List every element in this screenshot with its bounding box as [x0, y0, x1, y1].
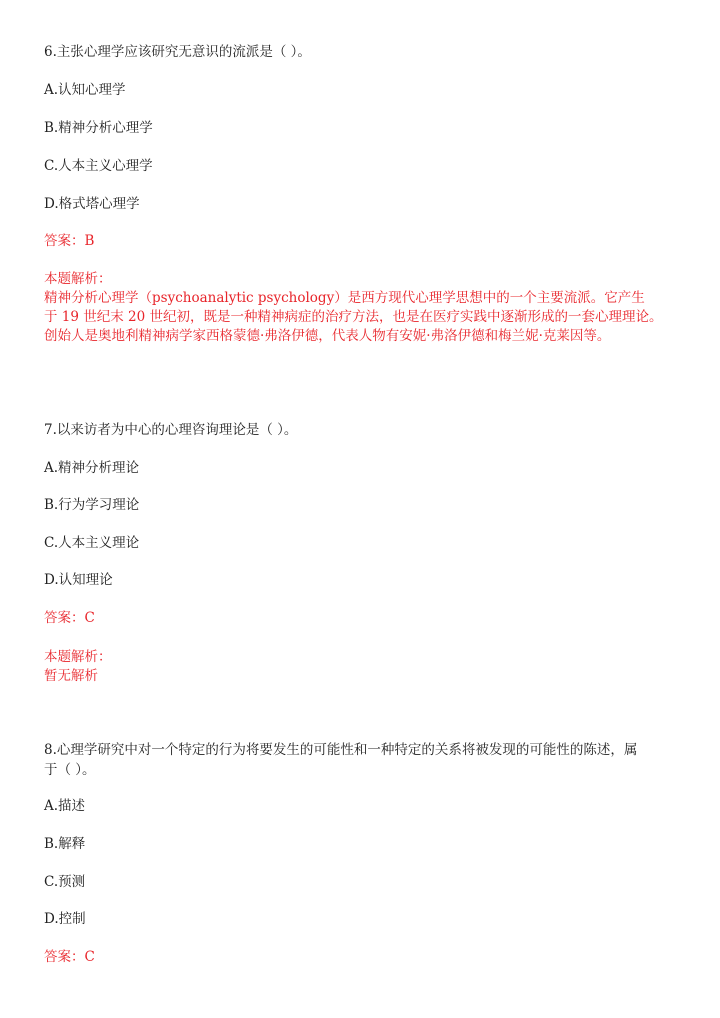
q8-stem-line-1: 8.心理学研究中对一个特定的行为将要发生的可能性和一种特定的关系将被发现的可能性的陈述，属 — [44, 742, 638, 758]
q6-option-c: C.人本主义心理学 — [44, 158, 153, 174]
q6-stem: 6.主张心理学应该研究无意识的流派是（ ）。 — [44, 44, 311, 60]
q7-analysis-line-1: 暂无解析 — [44, 668, 98, 684]
q6-analysis-title: 本题解析： — [44, 271, 112, 287]
q8-option-c: C.预测 — [44, 874, 86, 890]
q7-option-c: C.人本主义理论 — [44, 535, 140, 551]
q7-analysis — [44, 648, 684, 686]
q6-analysis-line-3: 创始人是奥地利精神病学家西格蒙德·弗洛伊德，代表人物有安妮·弗洛伊德和梅兰妮·克莱因等。 — [44, 328, 611, 344]
q8-stem-line-2: 于（ ）。 — [44, 762, 96, 778]
q8-answer: 答案：C — [44, 949, 95, 965]
q7-option-a: A.精神分析理论 — [44, 460, 140, 476]
q6-analysis — [44, 270, 684, 346]
q7-analysis-title: 本题解析： — [44, 649, 112, 665]
q8-option-a: A.描述 — [44, 798, 86, 814]
q8-stem — [44, 740, 684, 780]
q6-analysis-line-1: 精神分析心理学（psychoanalytic psychology）是西方现代心理学思想中的一个主要流派。它产生 — [44, 290, 645, 306]
q7-option-d: D.认知理论 — [44, 572, 113, 588]
q8-option-b: B.解释 — [44, 836, 86, 852]
q6-option-b: B.精神分析心理学 — [44, 120, 153, 136]
q6-answer: 答案：B — [44, 233, 95, 249]
q8-option-d: D.控制 — [44, 911, 86, 927]
q7-stem: 7.以来访者为中心的心理咨询理论是（ ）。 — [44, 422, 298, 438]
q6-analysis-line-2: 于 19 世纪末 20 世纪初，既是一种精神病症的治疗方法，也是在医疗实践中逐渐形成的一套心理理论。 — [44, 309, 663, 325]
q7-answer: 答案：C — [44, 610, 95, 626]
q6-option-d: D.格式塔心理学 — [44, 196, 140, 212]
q7-option-b: B.行为学习理论 — [44, 497, 140, 513]
q6-option-a: A.认知心理学 — [44, 82, 126, 98]
